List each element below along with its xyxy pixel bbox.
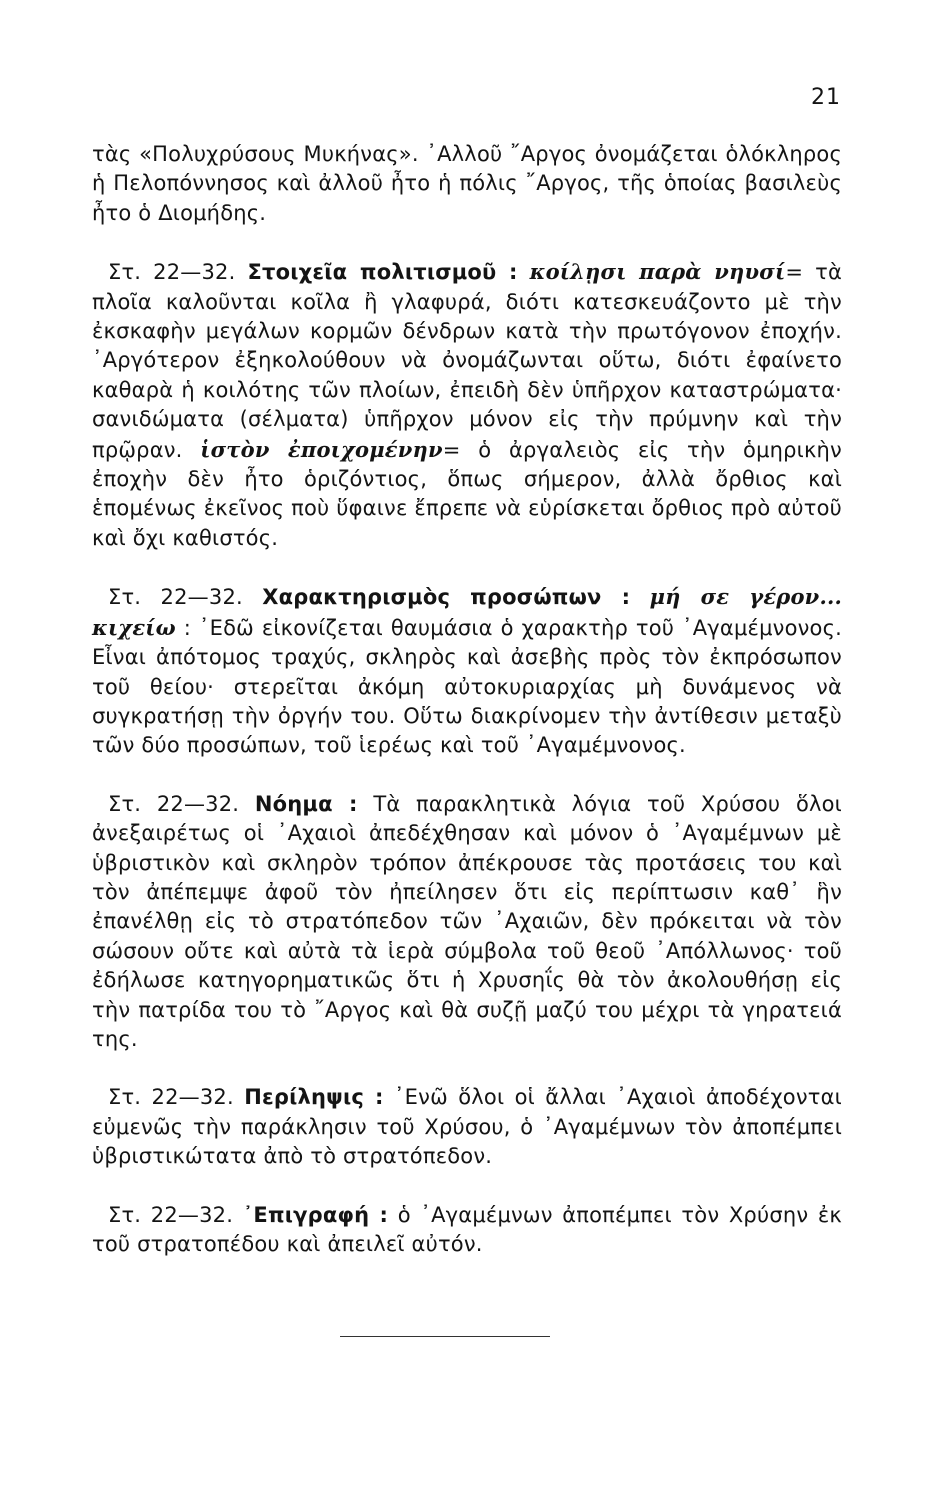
commentary-text: = ὁ ἀργαλειὸς εἰς τὴν ὁμηρικὴν ἐποχὴν δὲν ἦτο ὁριζόντιος, ὅπως σήμερον, ἀλλὰ ὄρθιος καὶ ἑπομένως ἐκεῖνος ποὺ ὕφαινε ἔπρεπε νὰ εὑρίσκεται ὄρθιος πρὸ αὐτοῦ καὶ ὄχι καθιστός. [92, 437, 842, 550]
page-number: 21 [811, 85, 841, 110]
commentary-text: Τὰ παρακλητικὰ λόγια τοῦ Χρύσου ὅλοι ἀνεξαιρέτως οἱ ᾿Αχαιοὶ ἀπεδέχθησαν καὶ μόνον ὁ ᾿Αγαμέμνων μὲ ὑβριστικὸν καὶ σκληρὸν τρόπον ἀπέκρουσε τὰς προτάσεις του καὶ τὸν ἀπέπεμψε ἀφοῦ τὸν ἠπείλησεν ὅτι εἰς περίπτωσιν καθ᾿ ἣν ἐπανέλθῃ εἰς τὸ στρατόπεδον τῶν ᾿Αχαιῶν, δὲν πρόκειται νὰ τὸν σώσουν οὔτε καὶ αὐτὰ τὰ ἱερὰ σύμβολα τοῦ θεοῦ ᾿Απόλλωνος· τοῦ ἐδήλωσε κατηγορηματικῶς ὅτι ἡ Χρυσηΐς θὰ τὸν ἀκολουθήσῃ εἰς τὴν πατρίδα του τὸ ῎Αργος καὶ θὰ συζῇ μαζύ του μέχρι τὰ γηρατειά της. [92, 791, 842, 1051]
commentary-section [92, 257, 842, 553]
commentary-sections [92, 257, 842, 1259]
commentary-section [92, 582, 842, 760]
verse-reference: Στ. 22—32. [108, 1085, 234, 1110]
quoted-term: μή σε γέρον... κιχείω [92, 584, 842, 640]
verse-reference: Στ. 22—32. [108, 791, 240, 816]
intro-text: τὰς «Πολυχρύσους Μυκήνας». ᾿Αλλοῦ ῎Αργος ὀνομάζεται ὁλόκληρος ἡ Πελοπόννησος καὶ ἀλλοῦ ἦτο ἡ πόλις ῎Αργος, τῆς ὁποίας βασιλεὺς ἦτο ὁ Διομήδης. [92, 142, 842, 225]
verse-reference: Στ. 22—32. [108, 1202, 234, 1227]
section-paragraph [92, 582, 842, 760]
section-heading: Στοιχεῖα πολιτισμοῦ : [247, 260, 518, 285]
intro-paragraph [92, 140, 842, 228]
commentary-section [92, 1083, 842, 1171]
section-paragraph [92, 790, 842, 1055]
commentary-section [92, 1201, 842, 1260]
commentary-text: ὁ ᾿Αγαμέμνων ἀποπέμπει τὸν Χρύσην ἐκ τοῦ στρατοπέδου καὶ ἀπειλεῖ αὐτόν. [92, 1202, 842, 1256]
section-paragraph [92, 1083, 842, 1171]
section-heading: ᾿Επιγραφή : [242, 1202, 389, 1227]
section-heading: Χαρακτηρισμὸς προσώπων : [262, 585, 631, 610]
section-paragraph [92, 257, 842, 553]
commentary-section [92, 790, 842, 1055]
commentary-text: = τὰ πλοῖα καλοῦνται κοῖλα ἢ γλαφυρά, διότι κατεσκευάζοντο μὲ τὴν ἐκσκαφὴν μεγάλων κορμῶν δένδρων κατὰ τὴν πρωτόγονον ἐποχήν. ᾿Αργότερον ἐξηκολούθουν νὰ ὀνομάζωνται οὕτω, διότι ἐφαίνετο καθαρὰ ἡ κοιλότης τῶν πλοίων, ἐπειδὴ δὲν ὑπῆρχον καταστρώματα· σανιδώματα (σέλματα) ὑπῆρχον μόνον εἰς τὴν πρύμνην καὶ τὴν πρῷραν. [92, 260, 842, 462]
verse-reference: Στ. 22—32. [108, 260, 236, 285]
footer-rule [340, 1336, 550, 1337]
section-heading: Περίληψις : [244, 1085, 384, 1110]
commentary-text: ᾿Ενῶ ὅλοι οἱ ἄλλαι ᾿Αχαιοὶ ἀποδέχονται εὐμενῶς τὴν παράκλησιν τοῦ Χρύσου, ὁ ᾿Αγαμέμνων τὸν ἀποπέμπει ὑβριστικώτατα ἀπὸ τὸ στρατόπεδον. [92, 1085, 842, 1169]
section-heading: Νόημα : [254, 791, 358, 816]
quoted-term: κοίλῃσι παρὰ νηυσί [529, 259, 786, 285]
section-paragraph [92, 1201, 842, 1260]
verse-reference: Στ. 22—32. [108, 585, 243, 610]
commentary-text: : ᾿Εδῶ εἰκονίζεται θαυμάσια ὁ χαρακτὴρ τοῦ ᾿Αγαμέμνονος. Εἶναι ἀπότομος τραχύς, σκληρὸς καὶ ἀσεβὴς πρὸς τὸν ἐκπρόσωπον τοῦ θείου· στερεῖται ἀκόμη αὐτοκυριαρχίας μὴ δυνάμενος νὰ συγκρατήσῃ τὴν ὀργήν του. Οὕτω διακρίνομεν τὴν ἀντίθεσιν μεταξὺ τῶν δύο προσώπων, τοῦ ἱερέως καὶ τοῦ ᾿Αγαμέμνονος. [92, 615, 842, 758]
quoted-term: ἱστὸν ἐποιχομένην [200, 436, 443, 462]
page-body [92, 140, 842, 1259]
